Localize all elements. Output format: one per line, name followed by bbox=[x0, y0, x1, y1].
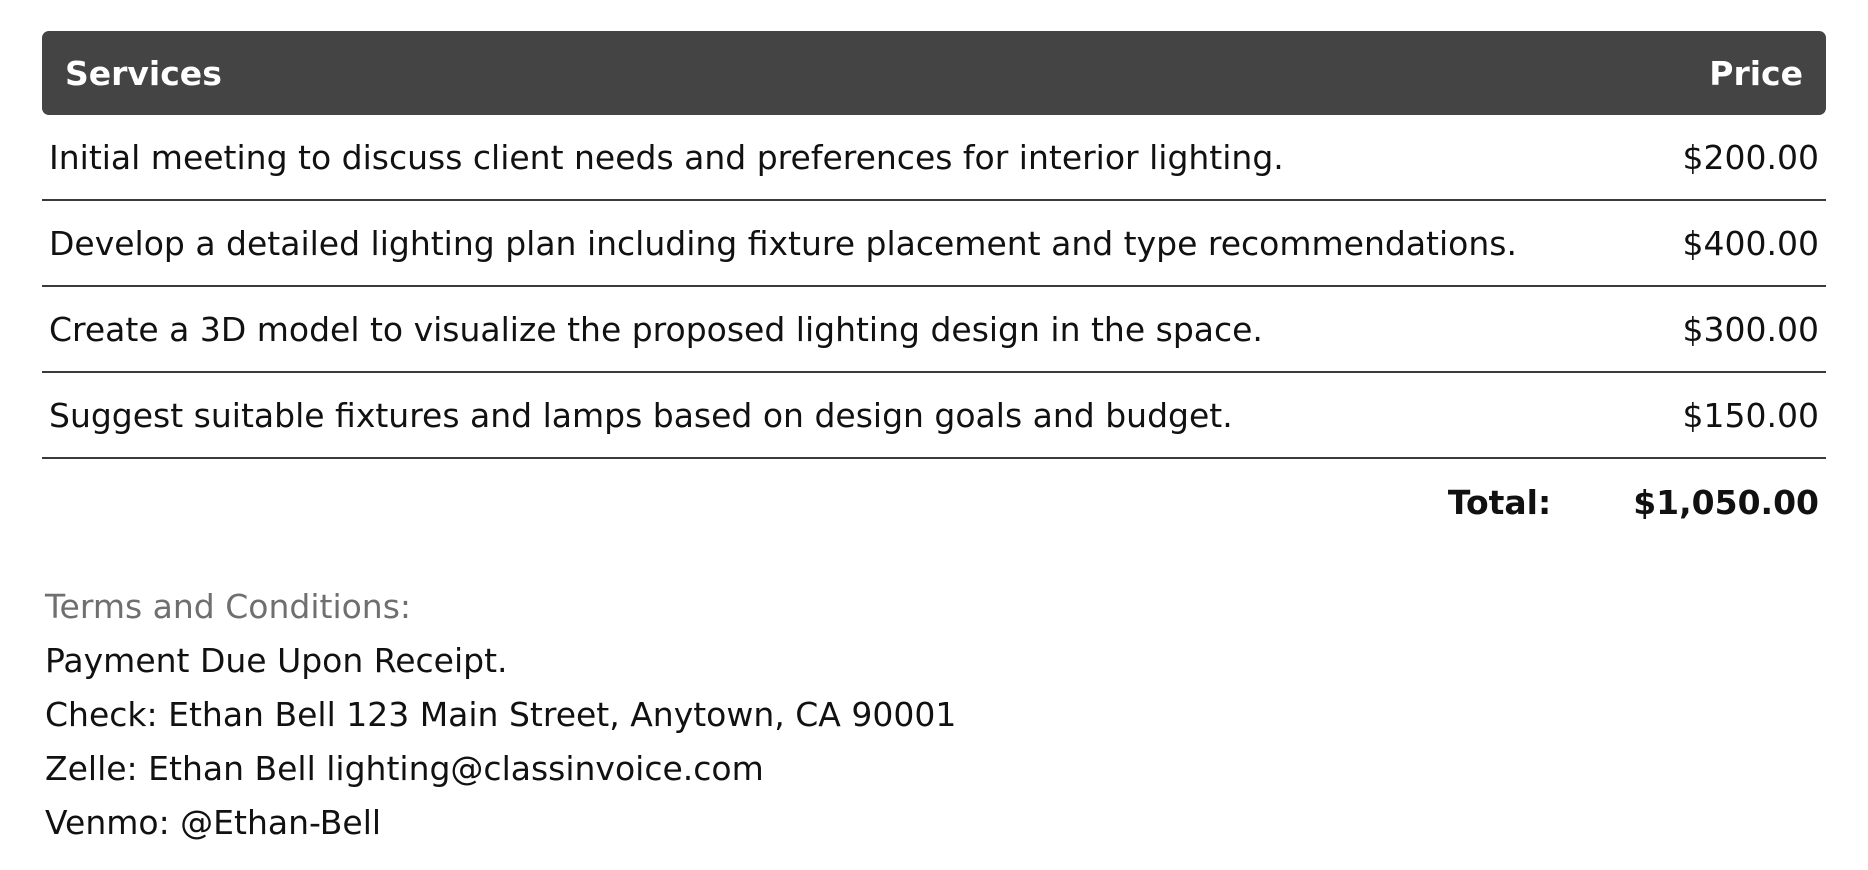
service-description: Suggest suitable fixtures and lamps based on design goals and budget. bbox=[49, 395, 1233, 435]
service-price: $400.00 bbox=[1682, 223, 1819, 263]
terms-line-venmo: Venmo: @Ethan-Bell bbox=[45, 803, 382, 842]
service-description: Create a 3D model to visualize the proposed lighting design in the space. bbox=[49, 309, 1263, 349]
services-column-header: Services bbox=[65, 53, 222, 93]
table-header bbox=[42, 31, 1826, 115]
service-price: $200.00 bbox=[1682, 137, 1819, 177]
terms-title: Terms and Conditions: bbox=[45, 587, 412, 626]
total-value: $1,050.00 bbox=[1633, 482, 1819, 522]
table-row bbox=[42, 287, 1826, 373]
service-description: Initial meeting to discuss client needs and preferences for interior lighting. bbox=[49, 137, 1284, 177]
total-label: Total: bbox=[1447, 482, 1552, 522]
price-column-header: Price bbox=[1709, 53, 1803, 93]
service-price: $300.00 bbox=[1682, 309, 1819, 349]
table-row bbox=[42, 115, 1826, 201]
table-row bbox=[42, 373, 1826, 459]
service-price: $150.00 bbox=[1682, 395, 1819, 435]
terms-section bbox=[45, 580, 956, 850]
total-row bbox=[42, 459, 1826, 545]
terms-line-payment: Payment Due Upon Receipt. bbox=[45, 641, 508, 680]
table-row bbox=[42, 201, 1826, 287]
invoice-services-table bbox=[42, 31, 1826, 545]
terms-line-zelle: Zelle: Ethan Bell lighting@classinvoice.com bbox=[45, 749, 764, 788]
service-description: Develop a detailed lighting plan including fixture placement and type recommendations. bbox=[49, 223, 1517, 263]
terms-line-check: Check: Ethan Bell 123 Main Street, Anytown, CA 90001 bbox=[45, 695, 957, 734]
